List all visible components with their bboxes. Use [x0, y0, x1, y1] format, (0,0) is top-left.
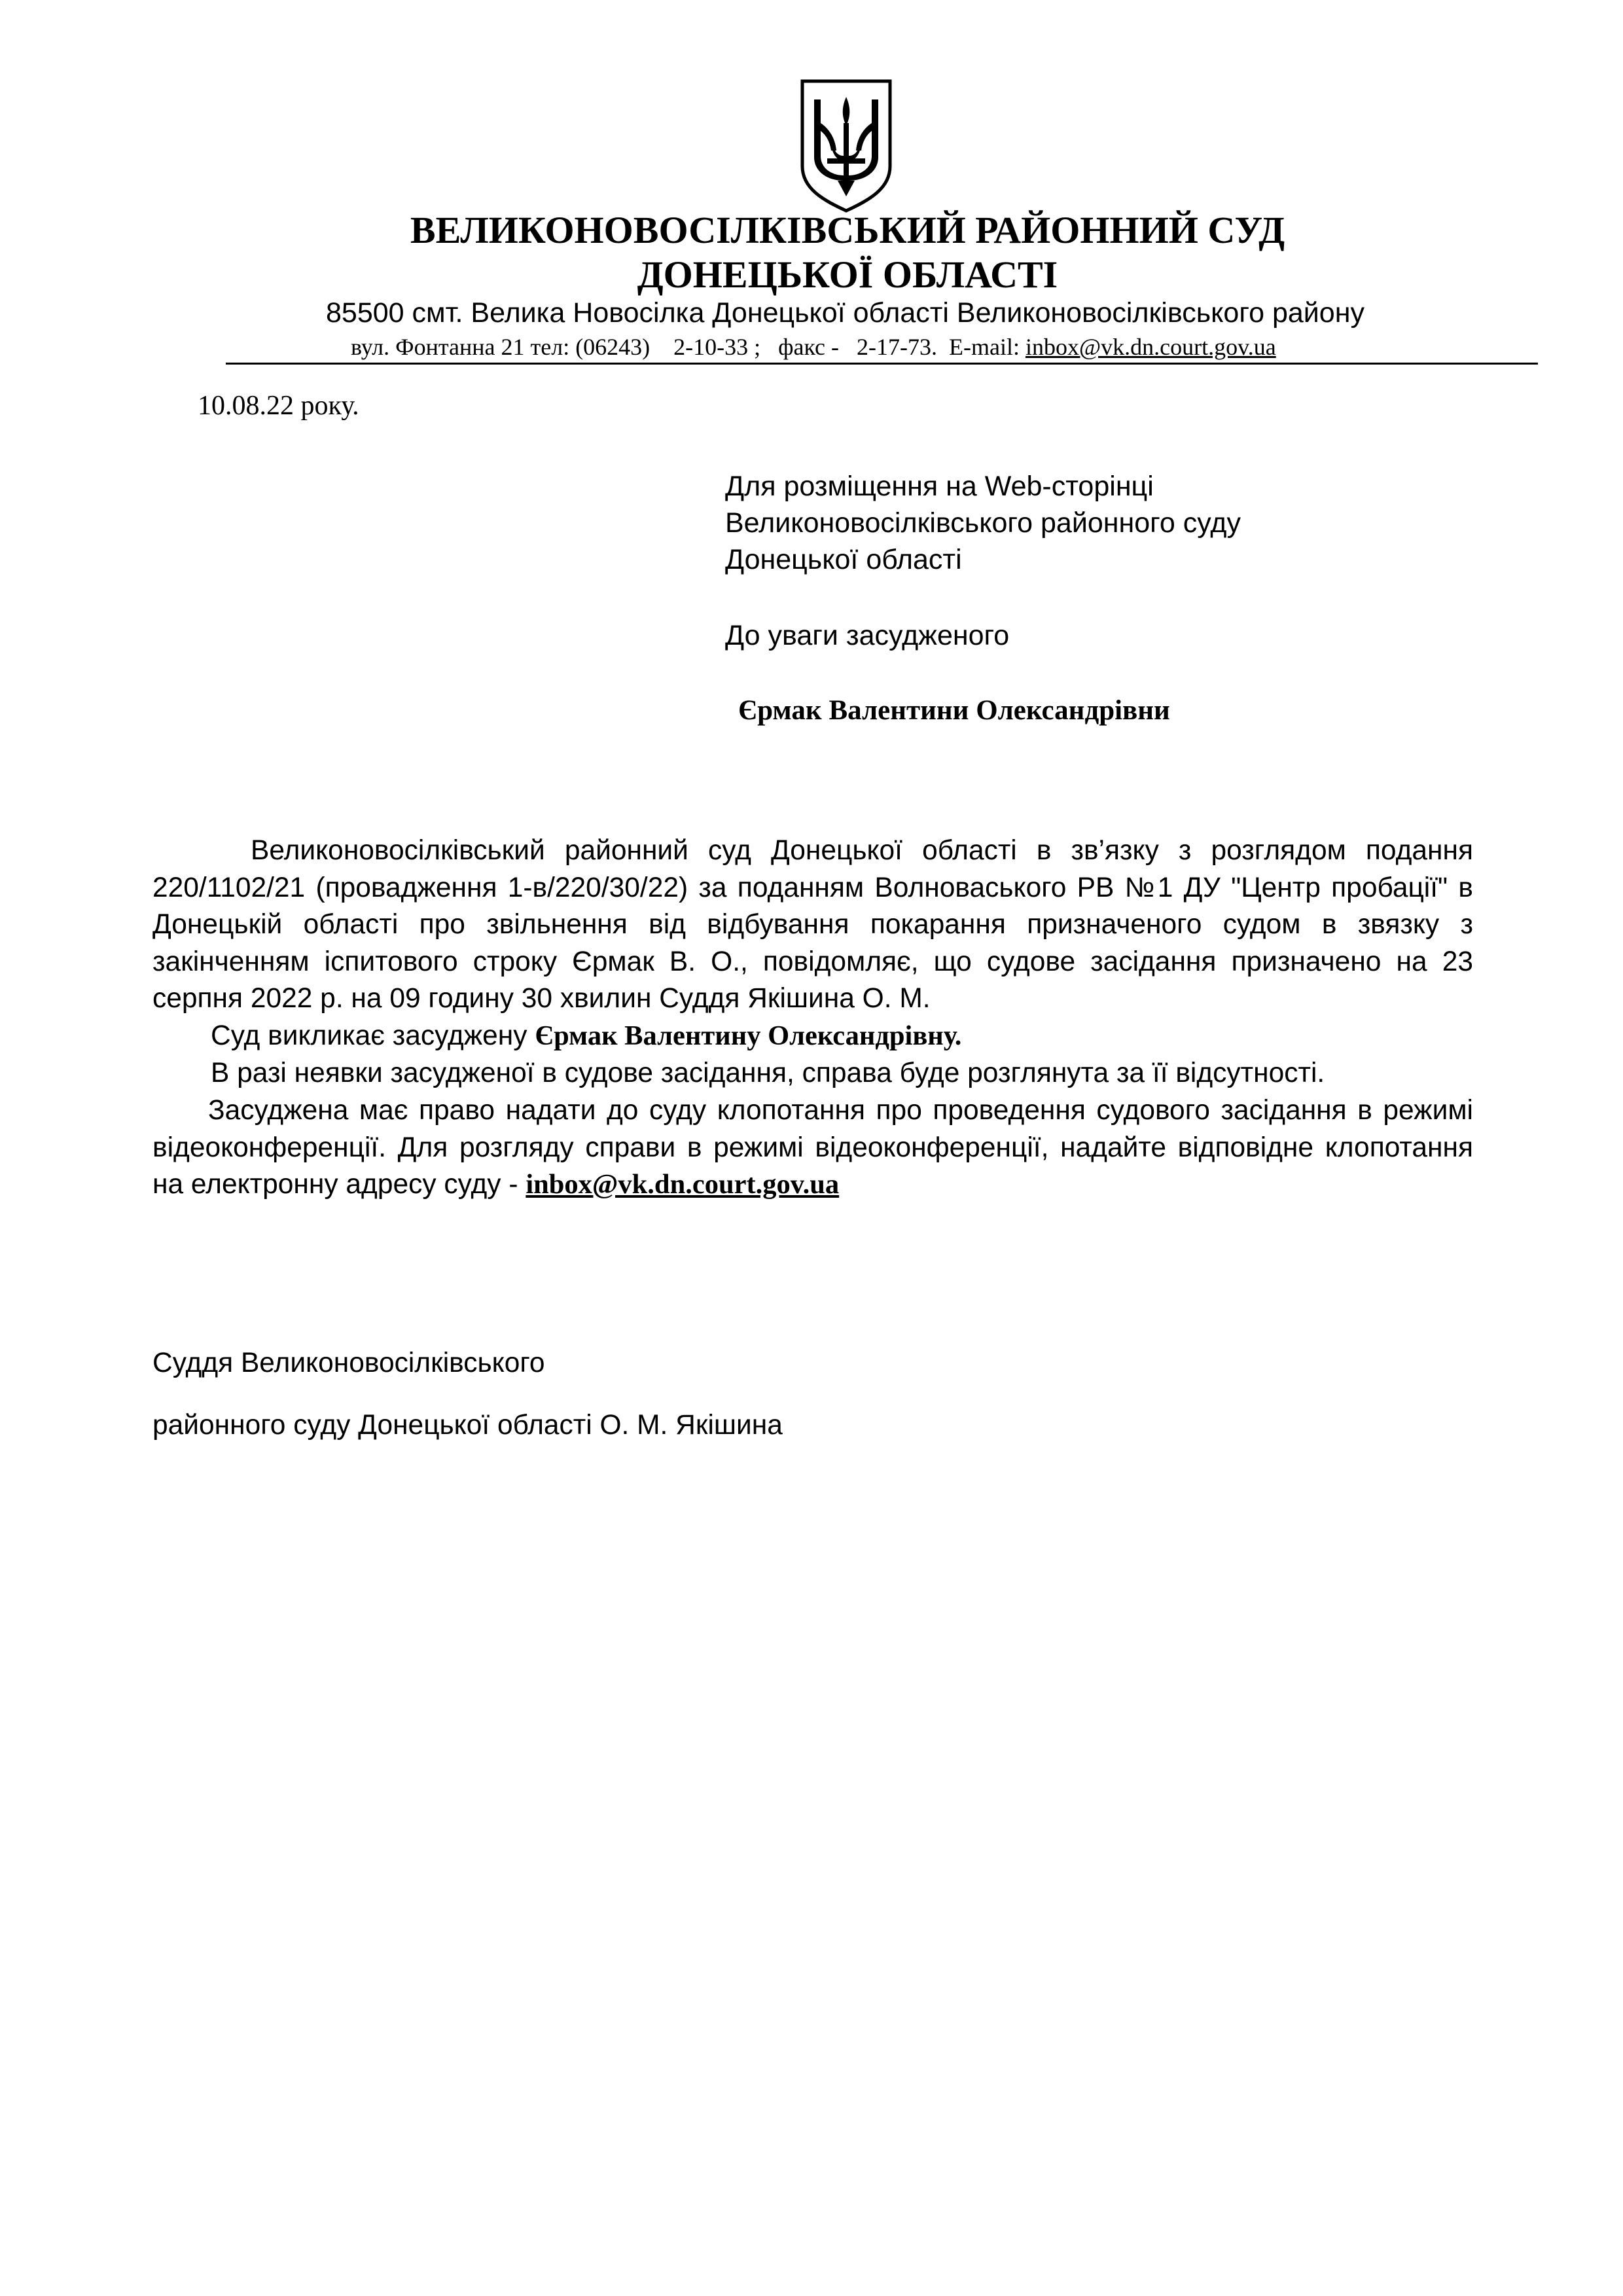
addressee-name: Єрмак Валентини Олександрівни — [738, 695, 1170, 726]
main-paragraph-text: Великоновосілківський районний суд Донецької області в зв’язку з розглядом подання 220/1102/21 (провадження 1-в/220/30/22) за поданням Волноваського РВ №1 ДУ "Центр пробації" в Донецькій області про звільнення від відбування покарання призначеного судом в звязку з закінченням іспитового строку Єрмак В. О., повідомляє, що судове засідання призначено на 23 серпня 2022 р. на 09 годину 30 хвилин Суддя Якішина О. М. — [152, 835, 1473, 1014]
addressee-line-2: Великоновосілківського районного суду — [725, 507, 1241, 539]
court-contacts — [351, 332, 1276, 361]
court-name-line-1: ВЕЛИКОНОВОСІЛКІВСЬКИЙ РАЙОННИЙ СУД — [410, 209, 1285, 251]
signature-line-2: районного суду Донецької області О. М. Якішина — [152, 1410, 783, 1441]
addressee-line-1: Для розміщення на Web-сторінці — [725, 471, 1154, 502]
court-name-line-2: ДОНЕЦЬКОЇ ОБЛАСТІ — [637, 253, 1058, 296]
header-email-link[interactable]: inbox@vk.dn.court.gov.ua — [1025, 334, 1276, 360]
contacts-prefix: вул. Фонтанна 21 тел: (06243) 2-10-33 ; факс - 2-17-73. E-mail: — [351, 334, 1026, 360]
summons-name: Єрмак Валентину Олександрівну. — [535, 1020, 962, 1051]
absence-line: В разі неявки засудженої в судове засідання, справа буде розглянута за її відсутності. — [211, 1058, 1325, 1088]
rights-paragraph-text: Засуджена має право надати до суду клопотання про проведення судового засідання в режимі відеоконференції. Для розгляду справи в режимі відеоконференції, надайте відповідне клопотання на електронну адресу суду - — [152, 1095, 1473, 1200]
document-date: 10.08.22 року. — [198, 391, 359, 421]
court-address: 85500 смт. Велика Новосілка Донецької області Великоновосілківського району — [326, 297, 1364, 329]
addressee-attention: До уваги засудженого — [725, 620, 1010, 651]
header-divider — [226, 363, 1538, 365]
main-paragraph — [152, 833, 1473, 1018]
signature-line-1: Суддя Великоновосілківського — [152, 1348, 545, 1378]
body-email-link[interactable]: inbox@vk.dn.court.gov.ua — [526, 1169, 840, 1200]
summons-line — [211, 1018, 961, 1054]
addressee-line-3: Донецької області — [725, 544, 962, 575]
trident-emblem-icon — [798, 77, 894, 213]
summons-prefix: Суд викликає засуджену — [211, 1020, 535, 1051]
rights-paragraph — [152, 1092, 1473, 1204]
